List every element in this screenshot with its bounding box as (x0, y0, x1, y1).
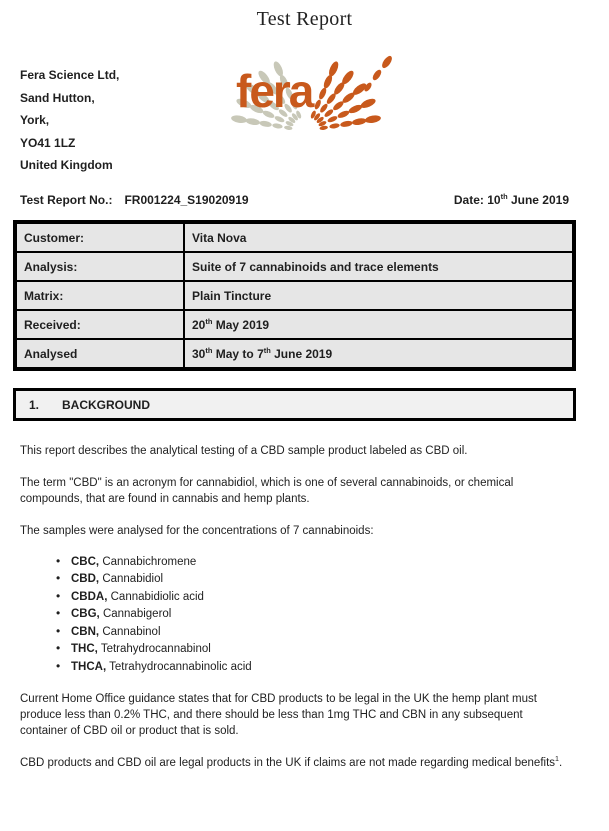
address-line: Fera Science Ltd, (20, 68, 120, 82)
background-para-2: The term "CBD" is an acronym for cannabidiol, which is one of several cannabinoids, or chemical compounds, that are found in cannabis and hemp plants. (20, 476, 514, 505)
row-label: Received: (15, 310, 184, 339)
list-item: • CBDA, Cannabidiolic acid (56, 588, 609, 606)
address-line: United Kingdom (20, 158, 113, 172)
report-date-value: 10th June 2019 (487, 191, 569, 207)
row-value: Suite of 7 cannabinoids and trace elements (184, 252, 574, 281)
address-line: York, (20, 113, 50, 127)
list-item: • THC, Tetrahydrocannabinol (56, 640, 609, 658)
page-title: Test Report (256, 8, 353, 30)
row-value: 20th May 2019 (184, 310, 574, 339)
report-date (454, 193, 569, 207)
report-date-label: Date: (453, 192, 484, 207)
list-item: • CBN, Cannabinol (56, 623, 609, 641)
report-number (20, 193, 249, 207)
report-number-value: FR001224_S19020919 (124, 192, 249, 207)
lab-address (20, 59, 205, 177)
section-header-background (13, 388, 576, 421)
table-row-analysis (15, 252, 574, 281)
background-para-4: Current Home Office guidance states that for CBD products to be legal in the UK the hemp plant must produce less than 0.2% THC, and there should be less than 1mg THC and CBN in any subsequent container of CBD oil or product that is sold. (20, 693, 537, 737)
report-header (0, 59, 609, 177)
list-item: • CBC, Cannabichromene (56, 553, 609, 571)
background-para-1: This report describes the analytical testing of a CBD sample product labeled as CBD oil. (20, 444, 468, 457)
row-label: Analysed (15, 339, 184, 369)
row-label: Analysis: (15, 252, 184, 281)
row-label: Customer: (15, 222, 184, 252)
section-number: 1. (29, 397, 40, 412)
report-meta-row (0, 193, 609, 207)
wheat-fan-right (308, 54, 393, 132)
sample-info-table (13, 220, 576, 371)
table-row-customer (15, 222, 574, 252)
list-item: • CBG, Cannabigerol (56, 605, 609, 623)
fera-logo-text: fera (236, 65, 313, 117)
background-para-3: The samples were analysed for the concentrations of 7 cannabinoids: (20, 524, 374, 537)
address-line: YO41 1LZ (20, 135, 76, 150)
address-line: Sand Hutton, (20, 90, 95, 105)
table-row-received (15, 310, 574, 339)
fera-logo (228, 53, 413, 148)
fera-logo-graphic (228, 53, 413, 143)
table-row-analysed (15, 339, 574, 369)
section-title: BACKGROUND (62, 397, 150, 412)
row-value: 30th May to 7th June 2019 (184, 339, 574, 369)
test-report-page (0, 8, 609, 831)
row-label: Matrix: (15, 281, 184, 310)
report-number-label: Test Report No.: (20, 192, 113, 207)
cannabinoid-list (0, 553, 609, 676)
row-value: Vita Nova (184, 222, 574, 252)
background-para-5: CBD products and CBD oil are legal products in the UK if claims are not made regarding medical benefits$^1$. (20, 755, 563, 769)
row-value: Plain Tincture (184, 281, 574, 310)
table-row-matrix (15, 281, 574, 310)
list-item: • CBD, Cannabidiol (56, 570, 609, 588)
list-item: • THCA, Tetrahydrocannabinolic acid (56, 658, 609, 676)
footnote-marker: 1 (555, 755, 559, 764)
